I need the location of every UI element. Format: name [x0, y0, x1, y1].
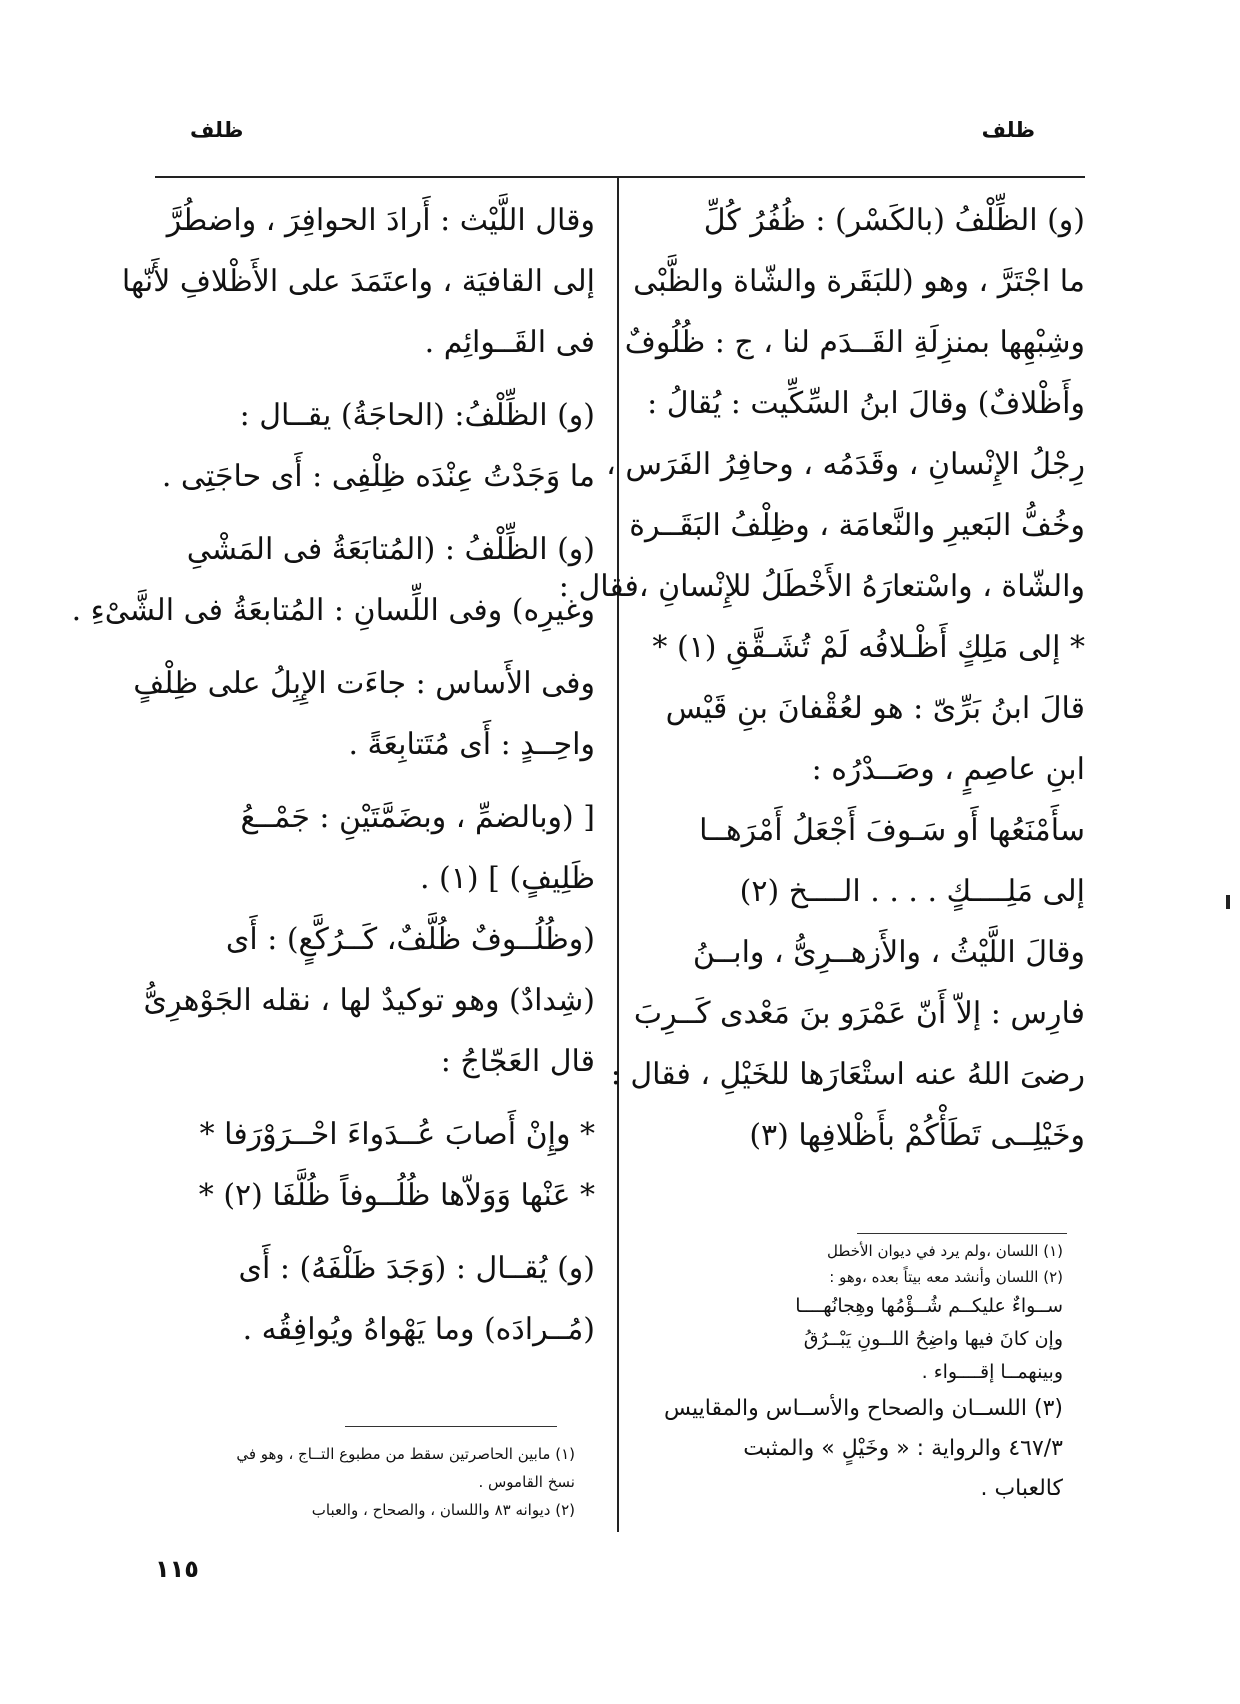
footnote-line: (١) مابين الحاصرتين سقط من مطبوع التــاج ، وهو في	[236, 1445, 575, 1463]
footnotes-left	[155, 1440, 575, 1524]
text-line: رِجْلُ الإِنْسانِ ، وقَدَمُه ، وحافِرُ الفَرَس ،	[606, 447, 1085, 482]
footnote-line: (١) اللسان ،ولم يرد في ديوان الأخطل	[827, 1242, 1063, 1260]
footnote-line: (٣) اللســان والصحاح والأســاس والمقاييس	[663, 1396, 1063, 1421]
text-line: (مُــرادَه) وما يَهْواهُ ويُوافِقُه .	[242, 1312, 595, 1347]
verse-line: إلى مَلِــــكٍ . . . . الــــخ (٢)	[739, 874, 1085, 909]
footnote-rule-right	[857, 1233, 1067, 1234]
verse-line: * إلى مَلِكٍ أَظْـلافُه لَمْ تُشَـقَّقِ (١) *	[652, 630, 1085, 665]
header-rule	[155, 176, 1085, 178]
text-line: فى القَــوائِم .	[424, 325, 595, 360]
text-line: (و) الظِّلْفُ (بالكَسْر) : ظُفُرُ كُلِّ	[703, 203, 1085, 238]
text-line: وشِبْهِها بمنزِلَةِ القَــدَم لنا ، ج : ظُلُوفٌ	[624, 325, 1085, 360]
footnote-line: ٤٦٧/٣ والرواية : « وخَيْلٍ » والمثبت	[743, 1436, 1063, 1461]
text-line: قال العَجّاجُ :	[440, 1044, 595, 1079]
footnote-line: (٢) اللسان وأنشد معه بيتاً بعده ،وهو :	[829, 1268, 1063, 1286]
footnote-verse: وبينهمــا إقــــواء .	[921, 1361, 1063, 1383]
text-line: وفى الأَساس : جاءَت الإِبِلُ على ظِلْفٍ	[133, 666, 595, 701]
text-line: (و) الظِّلْفُ : (المُتابَعَةُ فى المَشْىِ	[186, 532, 595, 567]
footnote-verse: ســواءٌ عليكــم شُــؤْمُها وهِجانُهــــا	[795, 1295, 1063, 1317]
page-header-right: ظلف	[981, 118, 1035, 142]
verse-line: * وإِنْ أَصابَ عُــدَواءَ احْــرَوْرَفا *	[199, 1117, 595, 1152]
footnotes-right	[638, 1238, 1063, 1509]
text-line: وخُفُّ البَعيرِ والنَّعامَة ، وظِلْفُ البَقَــرة	[629, 508, 1085, 543]
text-line: (و) يُقــال : (وَجَدَ ظَلْفَهُ) : أَى	[238, 1251, 595, 1286]
text-line: (و) الظِّلْفُ: (الحاجَةُ) يقــال :	[239, 398, 595, 433]
text-line: وقالَ اللَّيْثُ ، والأَزهــرِىُّ ، وابــنُ	[692, 935, 1085, 970]
text-line: وغيرِه) وفى اللِّسانِ : المُتابعَةُ فى الشَّىْءِ .	[71, 593, 595, 628]
text-line: قالَ ابنُ بَرِّىّ : هو لعُقْفانَ بنِ قَيْس	[665, 691, 1085, 726]
text-line: وقال اللَّيْث : أَرادَ الحوافِرَ ، واضطُرَّ	[166, 203, 595, 238]
page-header-left: ظلف	[190, 118, 244, 142]
footnote-line: كالعباب .	[980, 1476, 1063, 1501]
text-line: وأَظْلافٌ) وقالَ ابنُ السِّكِّيت : يُقالُ :	[647, 386, 1085, 421]
margin-mark	[1226, 895, 1230, 909]
text-line: ابنِ عاصِمٍ ، وصَــدْرُه :	[811, 752, 1085, 787]
footnote-verse: وإن كانَ فيها واضِحُ اللــونِ يَبْــرُقُ	[803, 1328, 1063, 1350]
text-line: (وظُلُــوفٌ ظُلَّفٌ، كَــرُكَّعٍ) : أَى	[225, 922, 595, 957]
footnote-line: نسخ القاموس .	[478, 1473, 575, 1491]
footnote-line: (٢) ديوانه ٨٣ واللسان ، والصحاح ، والعباب	[311, 1501, 575, 1519]
footnote-rule-left	[345, 1426, 557, 1427]
text-line: إلى القافيَة ، واعتَمَدَ على الأَظْلافِ لأَنّها	[121, 264, 595, 299]
text-line: ظَلِيفٍ) ] (١) .	[419, 861, 595, 896]
text-line: واحِــدٍ : أَى مُتَتابِعَةً .	[348, 727, 595, 762]
column-divider	[617, 177, 619, 1532]
text-line: ما اجْتَرَّ ، وهو (للبَقَرة والشّاة والظَّبْى	[633, 264, 1085, 299]
verse-line: * عَنْها وَوَلاّها ظُلُــوفاً ظُلَّفَا (٢) *	[198, 1178, 595, 1213]
text-line: رضىَ اللهُ عنه استْعَارَها للخَيْلِ ، فقال :	[610, 1057, 1085, 1092]
text-line: ما وَجَدْتُ عِنْدَه ظِلْفِى : أَى حاجَتِى .	[161, 459, 595, 494]
text-line: (شِدادٌ) وهو توكيدٌ لها ، نقله الجَوْهرِىُّ	[143, 983, 595, 1018]
verse-line: وخَيْلِــى تَطَأْكُمْ بأَظْلافِها (٣)	[749, 1118, 1085, 1153]
text-line: [ (وبالضمِّ ، وبضَمَّتَيْنِ : جَمْــعُ	[240, 800, 595, 835]
text-line: والشّاة ، واسْتعارَهُ الأَخْطَلُ للإِنْسانِ ،فقال :	[558, 569, 1085, 604]
text-line: فارِس : إلاّ أَنّ عَمْرَو بنَ مَعْدى كَــرِبَ	[633, 996, 1085, 1031]
left-column	[71, 190, 595, 1360]
verse-line: سأَمْنَعُها أَو سَـوفَ أَجْعَلُ أَمْرَهــا	[699, 813, 1085, 848]
page-number: ١١٥	[155, 1555, 199, 1583]
right-column	[558, 190, 1085, 1166]
